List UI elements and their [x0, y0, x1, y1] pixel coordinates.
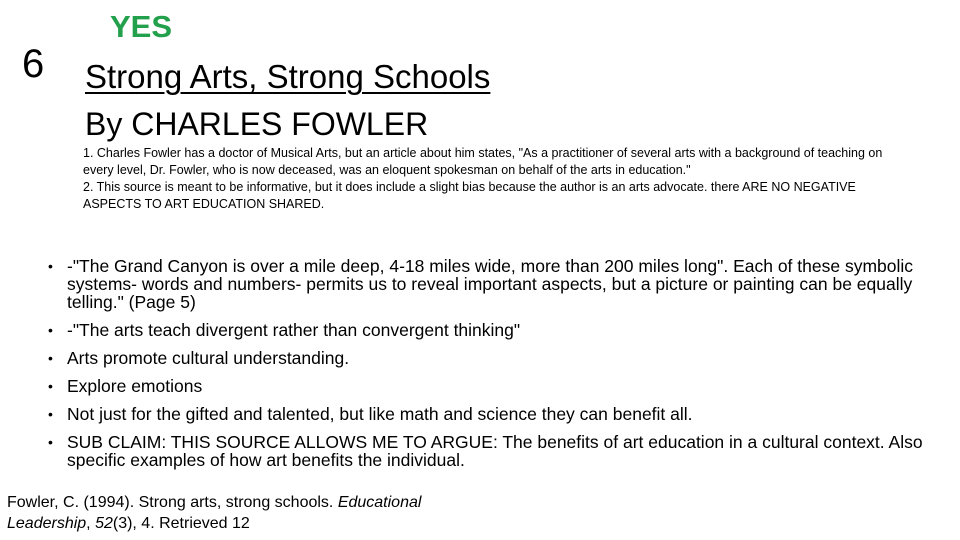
list-item-text: Arts promote cultural understanding. — [67, 348, 350, 368]
list-item — [44, 405, 944, 423]
verdict-label: YES — [110, 9, 173, 44]
list-item-text: Not just for the gifted and talented, but like math and science they can benefit all. — [67, 404, 693, 424]
list-item-text: SUB CLAIM: THIS SOURCE ALLOWS ME TO ARGUE: The benefits of art education in a cultural context. Also specific examples of how art benefits the individual. — [67, 432, 923, 470]
citation-journal: Educational Leadership — [7, 494, 422, 532]
list-item — [44, 433, 944, 469]
citation-author-year: Fowler, C. (1994). Strong arts, strong schools. — [7, 494, 338, 511]
bullet-icon: • — [48, 434, 53, 450]
list-item-text: -"The Grand Canyon is over a mile deep, 4-18 miles wide, more than 200 miles long". Each of these symbolic systems- words and numbers- permits us to reveal important aspects, but a picture or painting can be equally telling." (Page 5) — [67, 256, 914, 312]
list-item — [44, 349, 944, 367]
list-item-text: -"The arts teach divergent rather than convergent thinking" — [67, 320, 521, 340]
list-item-text: Explore emotions — [67, 376, 203, 396]
citation — [7, 492, 477, 534]
slide-number: 6 — [22, 42, 45, 86]
citation-separator: , — [86, 515, 96, 532]
evidence-list — [44, 257, 944, 479]
note-credentials: 1. Charles Fowler has a doctor of Musical Arts, but an article about him states, "As a practitioner of several arts with a background of teaching on every level, Dr. Fowler, who is now deceased, was an eloquent spokesman on behalf of the arts in education." — [83, 146, 883, 177]
citation-issue: (3), 4. Retrieved 12 — [112, 515, 250, 532]
citation-volume: 52 — [95, 515, 113, 532]
slide-title: Strong Arts, Strong Schools — [85, 58, 491, 95]
list-item — [44, 321, 944, 339]
bullet-icon: • — [48, 378, 53, 394]
slide-subtitle: By CHARLES FOWLER — [85, 106, 429, 142]
source-notes — [83, 145, 913, 213]
list-item — [44, 257, 944, 311]
list-item — [44, 377, 944, 395]
note-bias: 2. This source is meant to be informative, but it does include a slight bias because the author is an arts advocate. there ARE NO NEGATIVE ASPECTS TO ART EDUCATION SHARED. — [83, 180, 856, 211]
bullet-icon: • — [48, 322, 53, 338]
bullet-icon: • — [48, 406, 53, 422]
bullet-icon: • — [48, 258, 53, 274]
bullet-icon: • — [48, 350, 53, 366]
